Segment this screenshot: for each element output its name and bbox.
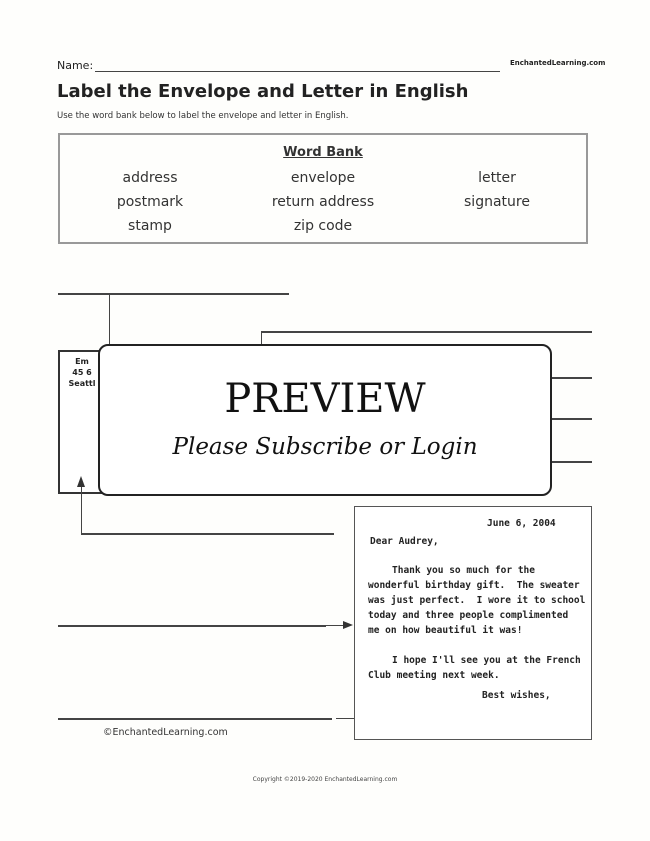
letter-closing: Best wishes,	[482, 690, 551, 701]
arrow-up-icon	[77, 476, 85, 487]
subscribe-login-prompt[interactable]: Please Subscribe or Login	[172, 434, 478, 460]
word-bank-word: letter	[478, 170, 516, 186]
letter-body-line: Club meeting next week.	[368, 670, 500, 681]
envelope-line: Seattl	[68, 379, 96, 388]
pointer-line	[326, 625, 344, 626]
letter-date: June 6, 2004	[487, 518, 556, 529]
preview-title: PREVIEW	[224, 376, 426, 422]
answer-line[interactable]	[552, 418, 592, 420]
page-title: Label the Envelope and Letter in English	[57, 81, 469, 102]
footer-copyright: Copyright ©2019-2020 EnchantedLearning.com	[252, 776, 398, 783]
letter-body-line: Thank you so much for the	[392, 565, 535, 576]
word-bank-word: signature	[464, 194, 530, 210]
word-bank-word: address	[122, 170, 178, 186]
envelope-line: Em	[75, 357, 89, 366]
letter-body-line: I hope I'll see you at the French	[392, 655, 581, 666]
name-answer-line[interactable]	[95, 71, 500, 72]
instructions: Use the word bank below to label the envelope and letter in English.	[57, 111, 349, 121]
site-logo: EnchantedLearning.com	[510, 59, 606, 67]
word-bank-box	[58, 133, 588, 244]
pointer-line	[81, 485, 82, 534]
answer-line[interactable]	[81, 533, 334, 535]
answer-line[interactable]	[58, 625, 326, 627]
envelope-address	[62, 356, 102, 389]
word-bank-word: stamp	[128, 218, 172, 234]
envelope-line: 45 6	[72, 368, 92, 377]
copyright-mark: ©EnchantedLearning.com	[103, 727, 228, 738]
letter-body-line: wonderful birthday gift. The sweater	[368, 580, 580, 591]
preview-overlay[interactable]	[98, 344, 552, 496]
letter-body-line: me on how beautiful it was!	[368, 625, 523, 636]
answer-line[interactable]	[58, 718, 332, 720]
word-bank-word: zip code	[293, 218, 353, 234]
word-bank-word: envelope	[290, 170, 356, 186]
answer-line[interactable]	[552, 461, 592, 463]
letter-body-line: today and three people complimented	[368, 610, 569, 621]
letter-greeting: Dear Audrey,	[370, 536, 439, 547]
word-bank-word: return address	[271, 194, 375, 210]
answer-line[interactable]	[261, 331, 592, 333]
answer-line[interactable]	[552, 377, 592, 379]
word-bank-word: postmark	[116, 194, 184, 210]
word-bank-title: Word Bank	[283, 145, 363, 160]
pointer-line	[109, 294, 110, 350]
letter-body-line: was just perfect. I wore it to school	[368, 595, 586, 606]
arrow-right-icon	[343, 621, 353, 629]
answer-line[interactable]	[58, 293, 289, 295]
letter	[354, 506, 592, 740]
name-label: Name:	[57, 59, 94, 72]
